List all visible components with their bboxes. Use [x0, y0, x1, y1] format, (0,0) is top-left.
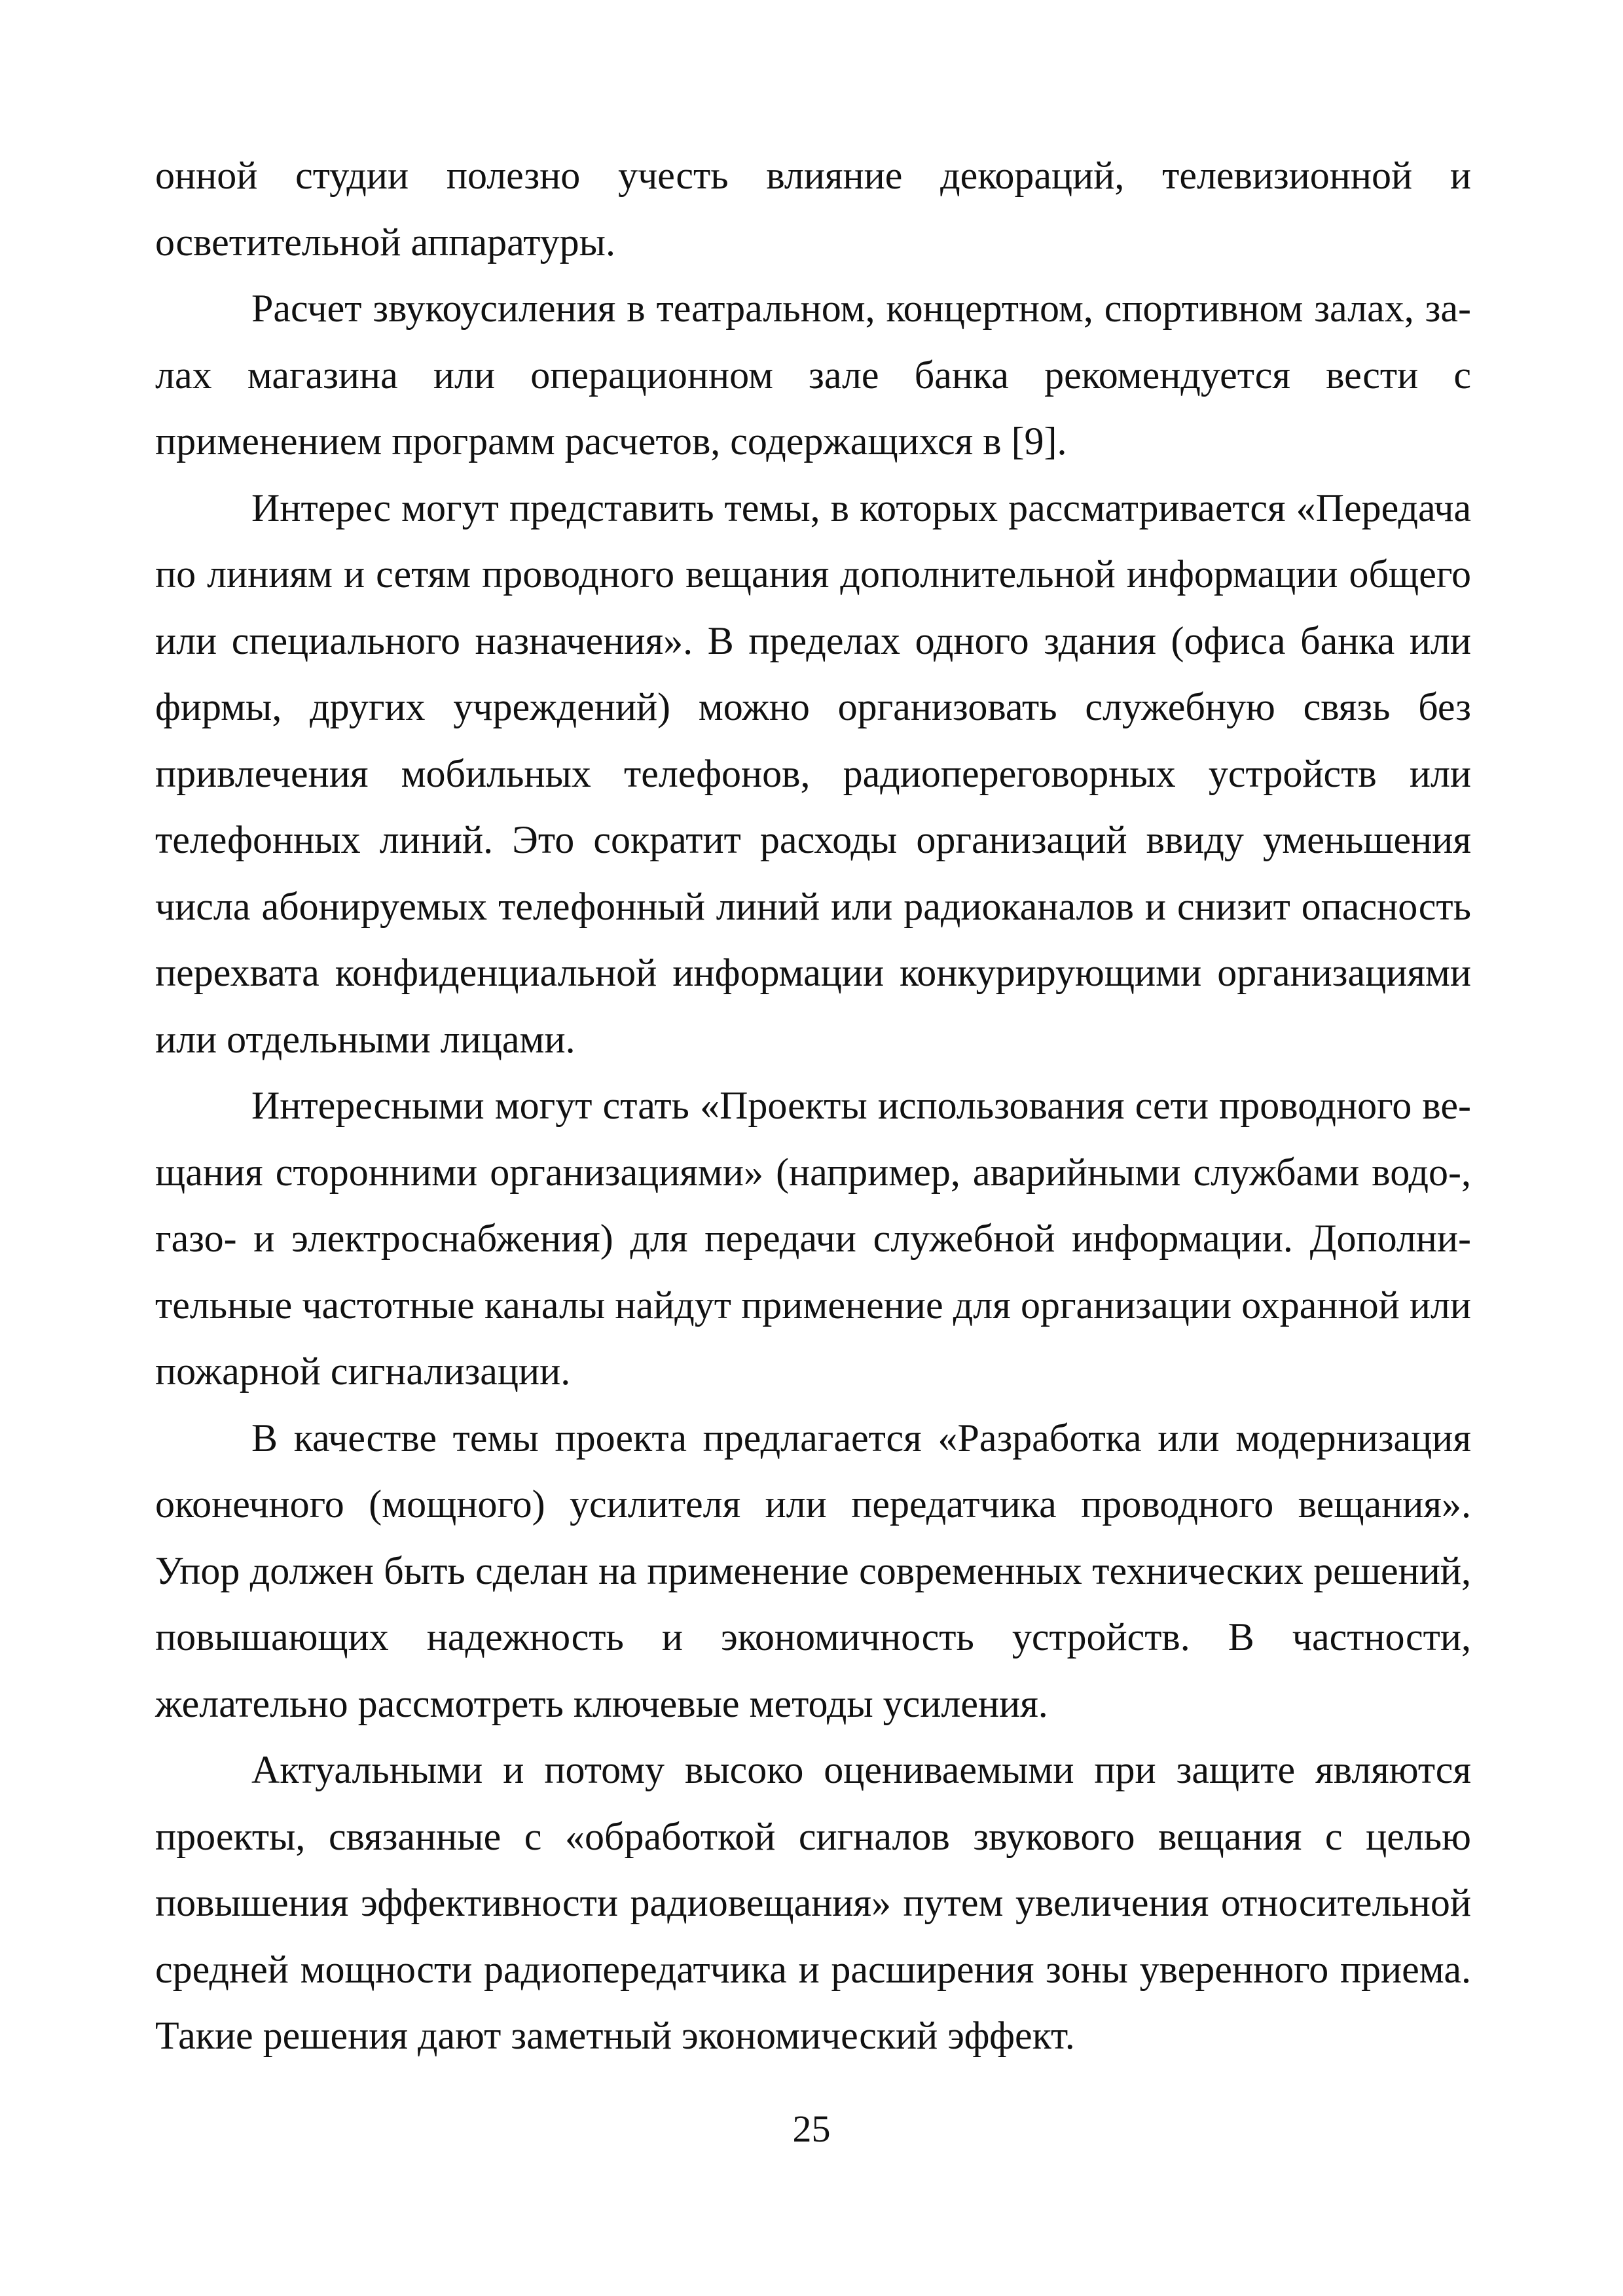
- paragraph-sound-reinforcement: Расчет звукоусиления в театральном, концертном, спортивном залах, залах магазина или операционном зале банка рекомендуется вести с применением программ расчетов, содержащихся в [9].: [155, 287, 1471, 463]
- page-number: 25: [792, 2108, 831, 2150]
- body-text: [155, 143, 1471, 2070]
- paragraph-wired-broadcast-info: Интерес могут представить темы, в которых рассматривается «Передача по линиям и сетям проводного вещания дополнительной информации общего или специального назначения». В пределах одного здания (офиса банка или фирмы, других учреждений) можно организовать служебную связь без привлечения мобильных телефонов, радиопереговорных устройств или телефонных линий. Это сократит расходы организаций ввиду уменьшения числа абонируемых телефонный линий или радиоканалов и снизит опасность перехвата конфиденциальной информации конкурирующими организациями или отдельными лицами.: [155, 486, 1471, 1061]
- paragraph-amplifier-design: В качестве темы проекта предлагается «Разработка или модернизация оконечного (мощного) усилителя или передатчика проводного вещания». Упор должен быть сделан на применение современных технических решений, повышающих надежность и экономичность устройств. В частности, желательно рассмотреть ключевые методы усиления.: [155, 1416, 1471, 1725]
- paragraph-signal-processing: Актуальными и потому высоко оцениваемыми при защите являются проекты, связанные с «обработкой сигналов звукового вещания с целью повышения эффективности радиовещания» путем увеличения относительной средней мощности радиопередатчика и расширения зоны уверенного приема. Такие решения дают заметный экономический эффект.: [155, 1748, 1471, 2057]
- paragraph-third-party-use: Интересными могут стать «Проекты использования сети проводного вещания сторонними организациями» (например, аварийными службами водо-, газо- и электроснабжения) для передачи служебной информации. Дополнительные частотные каналы найдут применение для организации охранной или пожарной сигнализации.: [155, 1084, 1471, 1393]
- paragraph-continuation: онной студии полезно учесть влияние декораций, телевизионной и осветительной аппаратуры.: [155, 154, 1471, 264]
